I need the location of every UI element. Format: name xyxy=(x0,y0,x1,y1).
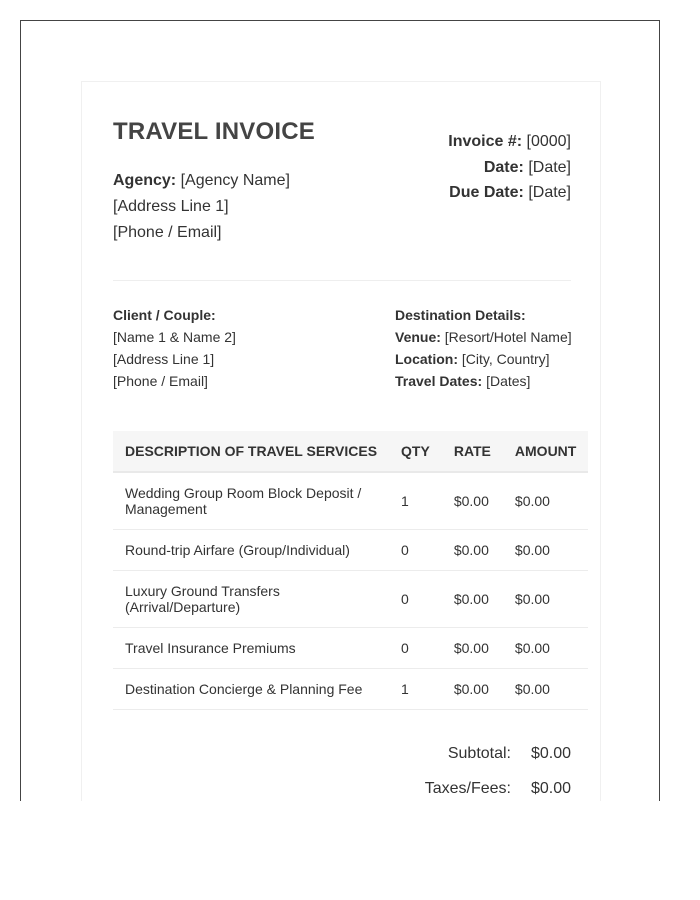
taxes-value: $0.00 xyxy=(530,779,571,797)
venue-label: Venue: xyxy=(395,329,441,345)
due-date-line xyxy=(448,180,571,206)
header-description: DESCRIPTION OF TRAVEL SERVICES xyxy=(113,431,389,472)
taxes-row xyxy=(421,771,571,801)
venue-value: [Resort/Hotel Name] xyxy=(444,329,572,345)
invoice-number-line xyxy=(448,129,571,155)
header-divider xyxy=(113,280,571,281)
row-description: Round-trip Airfare (Group/Individual) xyxy=(113,530,389,571)
client-contact: [Phone / Email] xyxy=(113,373,208,389)
destination-block xyxy=(395,304,572,392)
row-rate: $0.00 xyxy=(442,628,503,669)
subtotal-label: Subtotal: xyxy=(447,744,511,762)
location-line xyxy=(395,348,572,370)
client-heading: Client / Couple: xyxy=(113,307,216,323)
row-amount: $0.00 xyxy=(503,530,588,571)
row-amount: $0.00 xyxy=(503,628,588,669)
invoice-date-label: Date: xyxy=(483,158,524,176)
invoice-number-label: Invoice #: xyxy=(448,133,523,150)
agency-address: [Address Line 1] xyxy=(113,198,229,215)
header-amount: AMOUNT xyxy=(503,431,588,472)
row-qty: 0 xyxy=(389,628,442,669)
invoice-meta-block xyxy=(448,129,571,206)
invoice-date: [Date] xyxy=(528,158,571,176)
client-address: [Address Line 1] xyxy=(113,351,215,367)
subtotal-value: $0.00 xyxy=(530,744,571,762)
row-qty: 0 xyxy=(389,571,442,628)
agency-name: [Agency Name] xyxy=(180,172,290,189)
venue-line xyxy=(395,326,572,348)
row-amount: $0.00 xyxy=(503,669,588,710)
subtotal-row xyxy=(421,736,571,771)
agency-contact: [Phone / Email] xyxy=(113,224,222,241)
row-description: Travel Insurance Premiums xyxy=(113,628,389,669)
invoice-date-line xyxy=(448,155,571,181)
header-qty: QTY xyxy=(389,431,442,472)
agency-label: Agency: xyxy=(113,172,177,189)
travel-dates-line xyxy=(395,370,572,392)
location-label: Location: xyxy=(395,351,458,367)
due-date-label: Due Date: xyxy=(449,184,524,201)
row-rate: $0.00 xyxy=(442,669,503,710)
table-row xyxy=(113,628,588,669)
row-qty: 1 xyxy=(389,669,442,710)
table-header-row xyxy=(113,431,588,472)
destination-heading: Destination Details: xyxy=(395,307,526,323)
client-block xyxy=(113,304,236,392)
agency-name-line xyxy=(113,168,290,194)
table-row xyxy=(113,669,588,710)
agency-block xyxy=(113,168,290,246)
invoice-sheet xyxy=(81,81,601,801)
row-description: Luxury Ground Transfers (Arrival/Departure) xyxy=(113,571,389,628)
taxes-label: Taxes/Fees: xyxy=(424,779,511,797)
row-qty: 0 xyxy=(389,530,442,571)
row-qty: 1 xyxy=(389,472,442,530)
row-amount: $0.00 xyxy=(503,472,588,530)
row-rate: $0.00 xyxy=(442,472,503,530)
location-value: [City, Country] xyxy=(461,351,550,367)
table-row xyxy=(113,472,588,530)
row-rate: $0.00 xyxy=(442,530,503,571)
client-names: [Name 1 & Name 2] xyxy=(113,329,236,345)
totals-block xyxy=(421,736,571,801)
travel-dates-value: [Dates] xyxy=(486,373,531,389)
invoice-number: [0000] xyxy=(526,133,571,150)
header-rate: RATE xyxy=(442,431,503,472)
table-row xyxy=(113,530,588,571)
row-amount: $0.00 xyxy=(503,571,588,628)
row-description: Destination Concierge & Planning Fee xyxy=(113,669,389,710)
row-description: Wedding Group Room Block Deposit / Management xyxy=(113,472,389,530)
table-row xyxy=(113,571,588,628)
row-rate: $0.00 xyxy=(442,571,503,628)
due-date: [Date] xyxy=(528,184,571,201)
page-frame xyxy=(20,20,660,801)
services-table xyxy=(113,431,588,710)
travel-dates-label: Travel Dates: xyxy=(395,373,483,389)
invoice-title: TRAVEL INVOICE xyxy=(113,118,315,145)
